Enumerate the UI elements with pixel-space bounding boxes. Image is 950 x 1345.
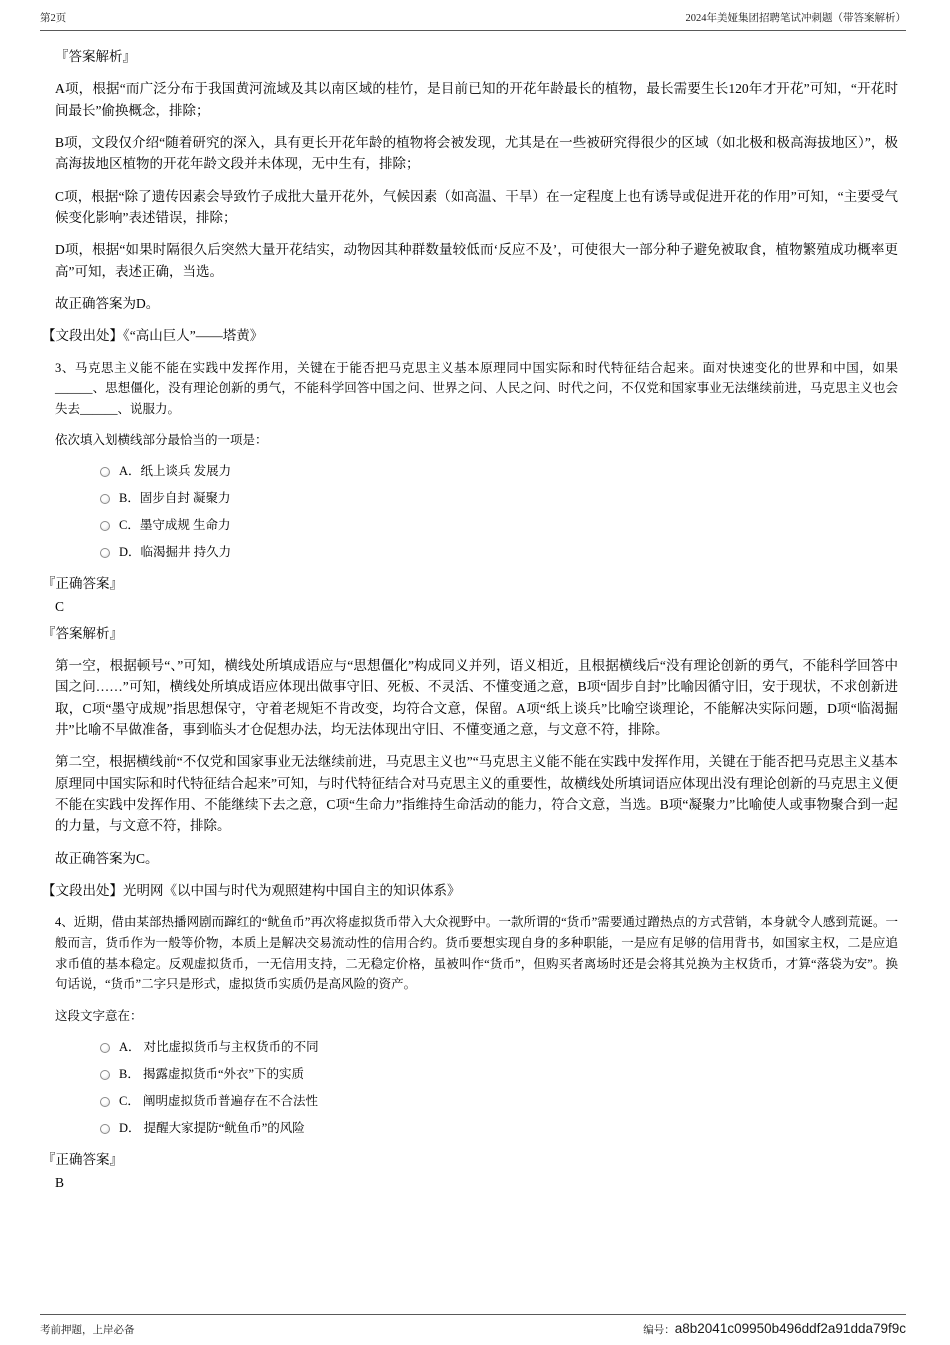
radio-icon[interactable]: [100, 1070, 110, 1080]
question-4-option-a[interactable]: [100, 1038, 898, 1058]
option-label: A．纸上谈兵 发展力: [119, 464, 232, 479]
question-4-option-d[interactable]: [100, 1119, 898, 1139]
analysis-paragraph-b: B项，文段仅介绍“随着研究的深入，具有更长开花年龄的植物将会被发现，尤其是在一些被研究得很少的区域（如北极和极高海拔地区）”，极高海拔地区植物的开花年龄文段并未体现，无中生有，排除；: [55, 134, 898, 172]
analysis-paragraph-c: C项，根据“除了遗传因素会导致竹子成批大量开花外，气候因素（如高温、干旱）在一定程度上也有诱导或促进开花的作用”可知，“主要受气候变化影响”表述错误，排除；: [55, 188, 898, 225]
page-number: 第2页: [40, 13, 67, 24]
page-footer: [40, 1314, 906, 1337]
question-3-instruction: 依次填入划横线部分最恰当的一项是：: [55, 433, 268, 448]
radio-icon[interactable]: [100, 1124, 110, 1134]
radio-icon[interactable]: [100, 548, 110, 558]
document-title: 2024年美娅集团招聘笔试冲刺题（带答案解析）: [685, 13, 906, 24]
question-4-instruction: 这段文字意在：: [55, 1008, 143, 1023]
option-label: C． 阐明虚拟货币普遍存在不合法性: [119, 1093, 318, 1108]
footer-code-value: a8b2041c09950b496ddf2a91dda79f9c: [674, 1321, 906, 1336]
question-3-option-c[interactable]: [100, 516, 898, 536]
footer-code-line: [643, 1321, 906, 1337]
answer-analysis-heading-q2: 『答案解析』: [55, 49, 136, 64]
question-3-option-d[interactable]: [100, 543, 898, 563]
question-3-option-a[interactable]: [100, 462, 898, 482]
radio-icon[interactable]: [100, 521, 110, 531]
document-body: [42, 46, 898, 1198]
correct-answer-heading-q4: 『正确答案』: [42, 1151, 123, 1167]
page-header: [40, 10, 906, 31]
correct-answer-heading-q3: 『正确答案』: [42, 576, 123, 592]
source-line-q3: 【文段出处】光明网《以中国与时代为观照建构中国自主的知识体系》: [42, 883, 461, 899]
question-3-stem: 3、马克思主义能不能在实践中发挥作用，关键在于能否把马克思主义基本原理同中国实际和时代特征结合起来。面对快速变化的世界和中国，如果______、思想僵化，没有理论创新的勇气，不能科学回答中国之问、世界之问、人民之问、时代之问，不仅党和国家事业无法继续前进，马克思主义也会失去______、说服力。: [55, 360, 898, 416]
footer-slogan: 考前押题，上岸必备: [40, 1325, 135, 1336]
answer-analysis-heading-q3: 『答案解析』: [42, 625, 123, 641]
radio-icon[interactable]: [100, 1043, 110, 1053]
option-label: B． 揭露虚拟货币“外衣”下的实质: [119, 1066, 305, 1081]
correct-answer-value-q4: B: [55, 1174, 65, 1190]
analysis-paragraph-blank2: 第二空，根据横线前“不仅党和国家事业无法继续前进，马克思主义也”“马克思主义能不能在实践中发挥作用，关键在于能否把马克思主义基本原理同中国实际和时代特征结合起来”可知，与时代特征结合对马克思主义的重要性，故横线处所填词语应体现出没有理论创新的马克思主义便不能在实践中发挥作用、不能继续下去之意，C项“生命力”指维持生命活动的能力，符合文意，当选。B项“凝聚力”比喻使人或事物聚合到一起的力量，与文意不符，排除。: [55, 754, 898, 834]
question-4-stem: 4、近期，借由某部热播网剧而蹿红的“鱿鱼币”再次将虚拟货币带入大众视野中。一款所谓的“货币”需要通过蹭热点的方式营销，本身就令人感到荒诞。一般而言，货币作为一般等价物，本质上是解决交易流动性的信用合约。货币要想实现自身的多种职能，一是应有足够的信用背书，如国家主权，二是应追求币值的基本稳定。反观虚拟货币，一无信用支持，二无稳定价格，虽被叫作“货币”，但购买者离场时还是会将其兑换为主权货币，才算“落袋为安”。换句话说，“货币”二字只是形式，虚拟货币实质仍是高风险的资产。: [55, 915, 898, 992]
footer-code-label: 编号：: [643, 1325, 675, 1336]
question-3-options: [100, 462, 898, 563]
conclusion-q3: 故正确答案为C。: [55, 850, 159, 866]
option-label: D． 提醒大家提防“鱿鱼币”的风险: [119, 1120, 305, 1135]
question-3-option-b[interactable]: [100, 489, 898, 509]
question-4-option-b[interactable]: [100, 1065, 898, 1085]
option-label: D．临渴掘井 持久力: [119, 545, 232, 560]
correct-answer-value-q3: C: [55, 599, 65, 615]
conclusion-q2: 故正确答案为D。: [55, 295, 160, 311]
radio-icon[interactable]: [100, 467, 110, 477]
analysis-paragraph-a: A项，根据“而广泛分布于我国黄河流域及其以南区域的桂竹，是目前已知的开花年龄最长的植物，最长需要生长120年才开花”可知，“开花时间最长”偷换概念，排除；: [55, 81, 898, 118]
radio-icon[interactable]: [100, 494, 110, 504]
radio-icon[interactable]: [100, 1097, 110, 1107]
source-line-q2: 【文段出处】《“高山巨人”——塔黄》: [42, 328, 264, 344]
analysis-paragraph-d: D项，根据“如果时隔很久后突然大量开花结实，动物因其种群数量较低而‘反应不及’，可使很大一部分种子避免被取食，植物繁殖成功概率更高”可知，表述正确，当选。: [55, 242, 898, 279]
analysis-paragraph-blank1: 第一空，根据顿号“、”可知，横线处所填成语应与“思想僵化”构成同义并列，语义相近，且根据横线后“没有理论创新的勇气，不能科学回答中国之问……”可知，横线处所填成语应体现出做事守旧、死板、不灵活、不懂变通之意，B项“固步自封”比喻因循守旧，安于现状，不求创新进取，C项“墨守成规”指思想保守，守着老规矩不肯改变，均符合文意，保留。A项“纸上谈兵”比喻空谈理论，不能解决实际问题，D项“临渴掘井”比喻不早做准备，事到临头才仓促想办法，均无法体现出守旧、不懂变通之意，与文意不符，排除。: [55, 658, 898, 738]
option-label: A． 对比虚拟货币与主权货币的不同: [119, 1039, 319, 1054]
question-4-option-c[interactable]: [100, 1092, 898, 1112]
option-label: C．墨守成规 生命力: [119, 518, 231, 533]
question-4-options: [100, 1038, 898, 1139]
option-label: B．固步自封 凝聚力: [119, 491, 231, 506]
